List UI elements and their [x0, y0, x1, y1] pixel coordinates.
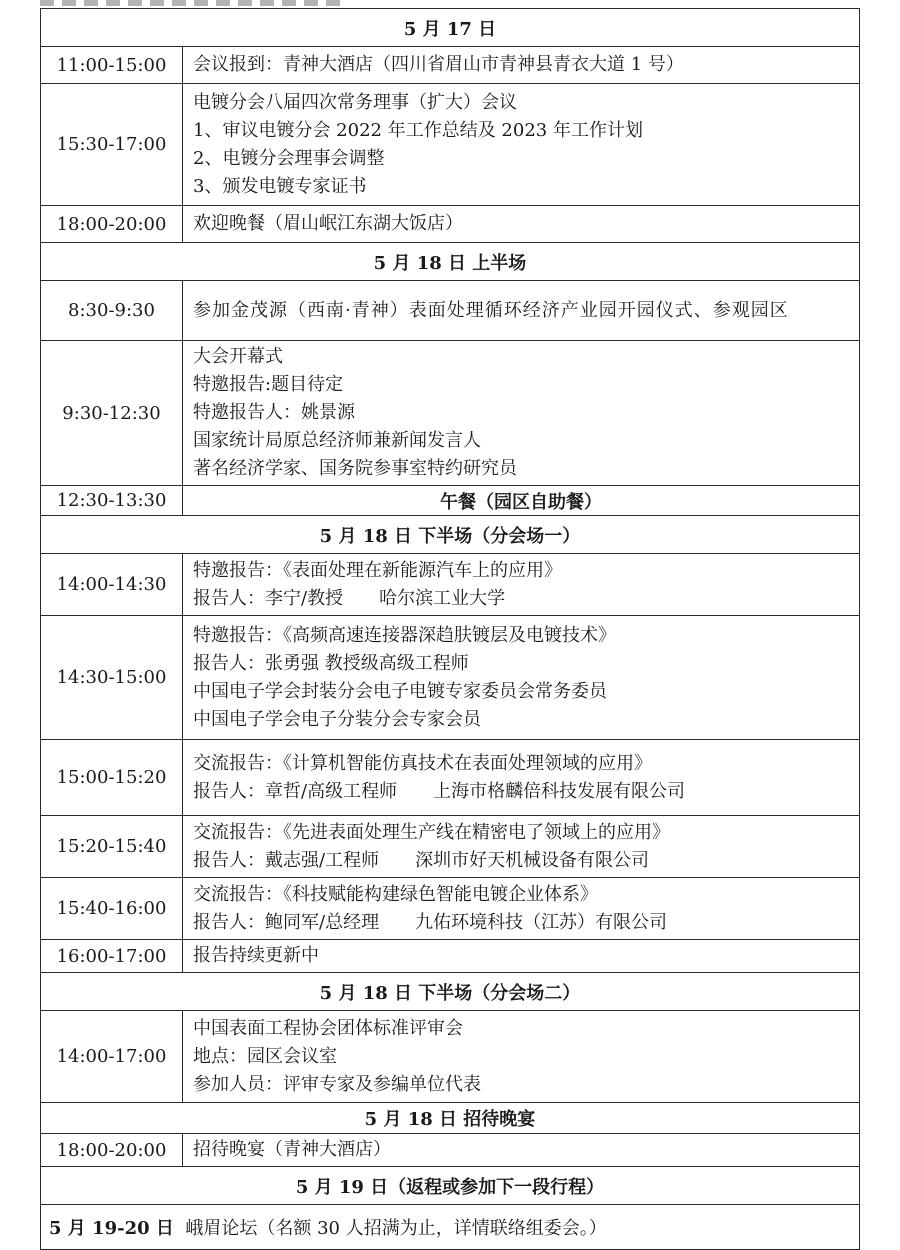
content-line: 特邀报告：《表面处理在新能源汽车上的应用》 [193, 559, 562, 581]
time-cell: 15:30-17:00 [41, 84, 183, 206]
table-row [41, 281, 860, 341]
time-cell: 16:00-17:00 [41, 940, 183, 973]
content-line: 报告人：鲍同军/总经理 九佑环境科技（江苏）有限公司 [193, 911, 668, 933]
table-row [41, 1011, 860, 1103]
content-cell [183, 1011, 860, 1103]
content-line: 地点：园区会议室 [193, 1045, 337, 1067]
section-heading: 5 月 19 日（返程或参加下一段行程） [41, 1167, 860, 1205]
content-line: 交流报告：《科技赋能构建绿色智能电镀企业体系》 [193, 883, 598, 905]
time-cell: 12:30-13:30 [41, 486, 183, 516]
content-cell [183, 47, 860, 84]
section-heading: 5 月 18 日 上半场 [41, 243, 860, 281]
schedule-table [40, 8, 860, 1250]
content-line: 会议报到：青神大酒店（四川省眉山市青神县青衣大道 1 号） [193, 54, 684, 75]
content-line: 著名经济学家、国务院参事室特约研究员 [193, 458, 517, 479]
cropped-header-text [40, 0, 340, 6]
section-heading-row [41, 243, 860, 281]
content-cell [183, 740, 860, 816]
time-cell: 15:40-16:00 [41, 878, 183, 940]
section-heading-row [41, 973, 860, 1011]
content-line: 欢迎晚餐（眉山岷江东湖大饭店） [193, 213, 463, 234]
content-cell [183, 816, 860, 878]
content-line: 交流报告：《先进表面处理生产线在精密电了领域上的应用》 [193, 821, 670, 843]
final-date: 5 月 19-20 日 [49, 1218, 174, 1239]
section-heading-row [41, 9, 860, 47]
final-cell [41, 1205, 860, 1250]
table-row [41, 554, 860, 616]
time-cell: 18:00-20:00 [41, 1134, 183, 1167]
content-cell [183, 341, 860, 486]
time-cell: 11:00-15:00 [41, 47, 183, 84]
table-row [41, 341, 860, 486]
table-row [41, 940, 860, 973]
content-line: 特邀报告:题目待定 [193, 374, 344, 395]
lunch-label: 午餐（园区自助餐） [183, 486, 860, 516]
table-row [41, 84, 860, 206]
content-line: 国家统计局原总经济师兼新闻发言人 [193, 430, 481, 451]
content-line: 1、审议电镀分会 2022 年工作总结及 2023 年工作计划 [193, 119, 643, 141]
section-heading-row [41, 1103, 860, 1134]
content-line: 特邀报告：《高频高速连接器深趋肤镀层及电镀技术》 [193, 624, 616, 646]
section-heading: 5 月 18 日 下半场（分会场一） [41, 516, 860, 554]
content-cell [183, 1134, 860, 1167]
content-cell [183, 206, 860, 243]
content-line: 电镀分会八届四次常务理事（扩大）会议 [193, 91, 517, 113]
time-cell: 15:20-15:40 [41, 816, 183, 878]
content-line: 大会开幕式 [193, 346, 283, 367]
content-cell [183, 878, 860, 940]
content-cell [183, 616, 860, 740]
time-cell: 15:00-15:20 [41, 740, 183, 816]
content-line: 中国电子学会电子分装分会专家会员 [193, 708, 481, 730]
table-row [41, 878, 860, 940]
table-row [41, 47, 860, 84]
content-line: 报告人：李宁/教授 哈尔滨工业大学 [193, 587, 506, 609]
content-cell [183, 554, 860, 616]
content-line: 3、颁发电镀专家证书 [193, 175, 367, 197]
section-heading-row [41, 516, 860, 554]
content-line: 报告人：张勇强 教授级高级工程师 [193, 652, 469, 674]
time-cell: 9:30-12:30 [41, 341, 183, 486]
table-row [41, 616, 860, 740]
content-line: 报告人：章哲/高级工程师 上海市格麟倍科技发展有限公司 [193, 780, 686, 802]
content-line: 报告人：戴志强/工程师 深圳市好天机械设备有限公司 [193, 849, 650, 871]
table-row [41, 1134, 860, 1167]
content-cell [183, 940, 860, 973]
content-line: 参加金茂源（西南·青神）表面处理循环经济产业园开园仪式、参观园区 [193, 299, 789, 321]
section-heading: 5 月 18 日 下半场（分会场二） [41, 973, 860, 1011]
table-row [41, 740, 860, 816]
time-cell: 14:30-15:00 [41, 616, 183, 740]
section-heading-row [41, 1167, 860, 1205]
table-row [41, 816, 860, 878]
content-cell [183, 84, 860, 206]
content-line: 中国电子学会封装分会电子电镀专家委员会常务委员 [193, 680, 607, 702]
final-row [41, 1205, 860, 1250]
content-line: 特邀报告人：姚景源 [193, 402, 355, 423]
content-line: 招待晚宴（青神大酒店） [193, 1139, 391, 1160]
final-text: 峨眉论坛（名额 30 人招满为止，详情联络组委会。） [185, 1218, 607, 1239]
section-heading: 5 月 17 日 [41, 9, 860, 47]
time-cell: 14:00-17:00 [41, 1011, 183, 1103]
time-cell: 8:30-9:30 [41, 281, 183, 341]
content-line: 参加人员：评审专家及参编单位代表 [193, 1073, 481, 1095]
section-heading: 5 月 18 日 招待晚宴 [41, 1103, 860, 1134]
lunch-row [41, 486, 860, 516]
time-cell: 18:00-20:00 [41, 206, 183, 243]
content-cell [183, 281, 860, 341]
time-cell: 14:00-14:30 [41, 554, 183, 616]
content-line: 2、电镀分会理事会调整 [193, 147, 385, 169]
content-line: 报告持续更新中 [193, 945, 319, 966]
content-line: 中国表面工程协会团体标准评审会 [193, 1017, 463, 1039]
content-line: 交流报告：《计算机智能仿真技术在表面处理领域的应用》 [193, 752, 652, 774]
table-row [41, 206, 860, 243]
